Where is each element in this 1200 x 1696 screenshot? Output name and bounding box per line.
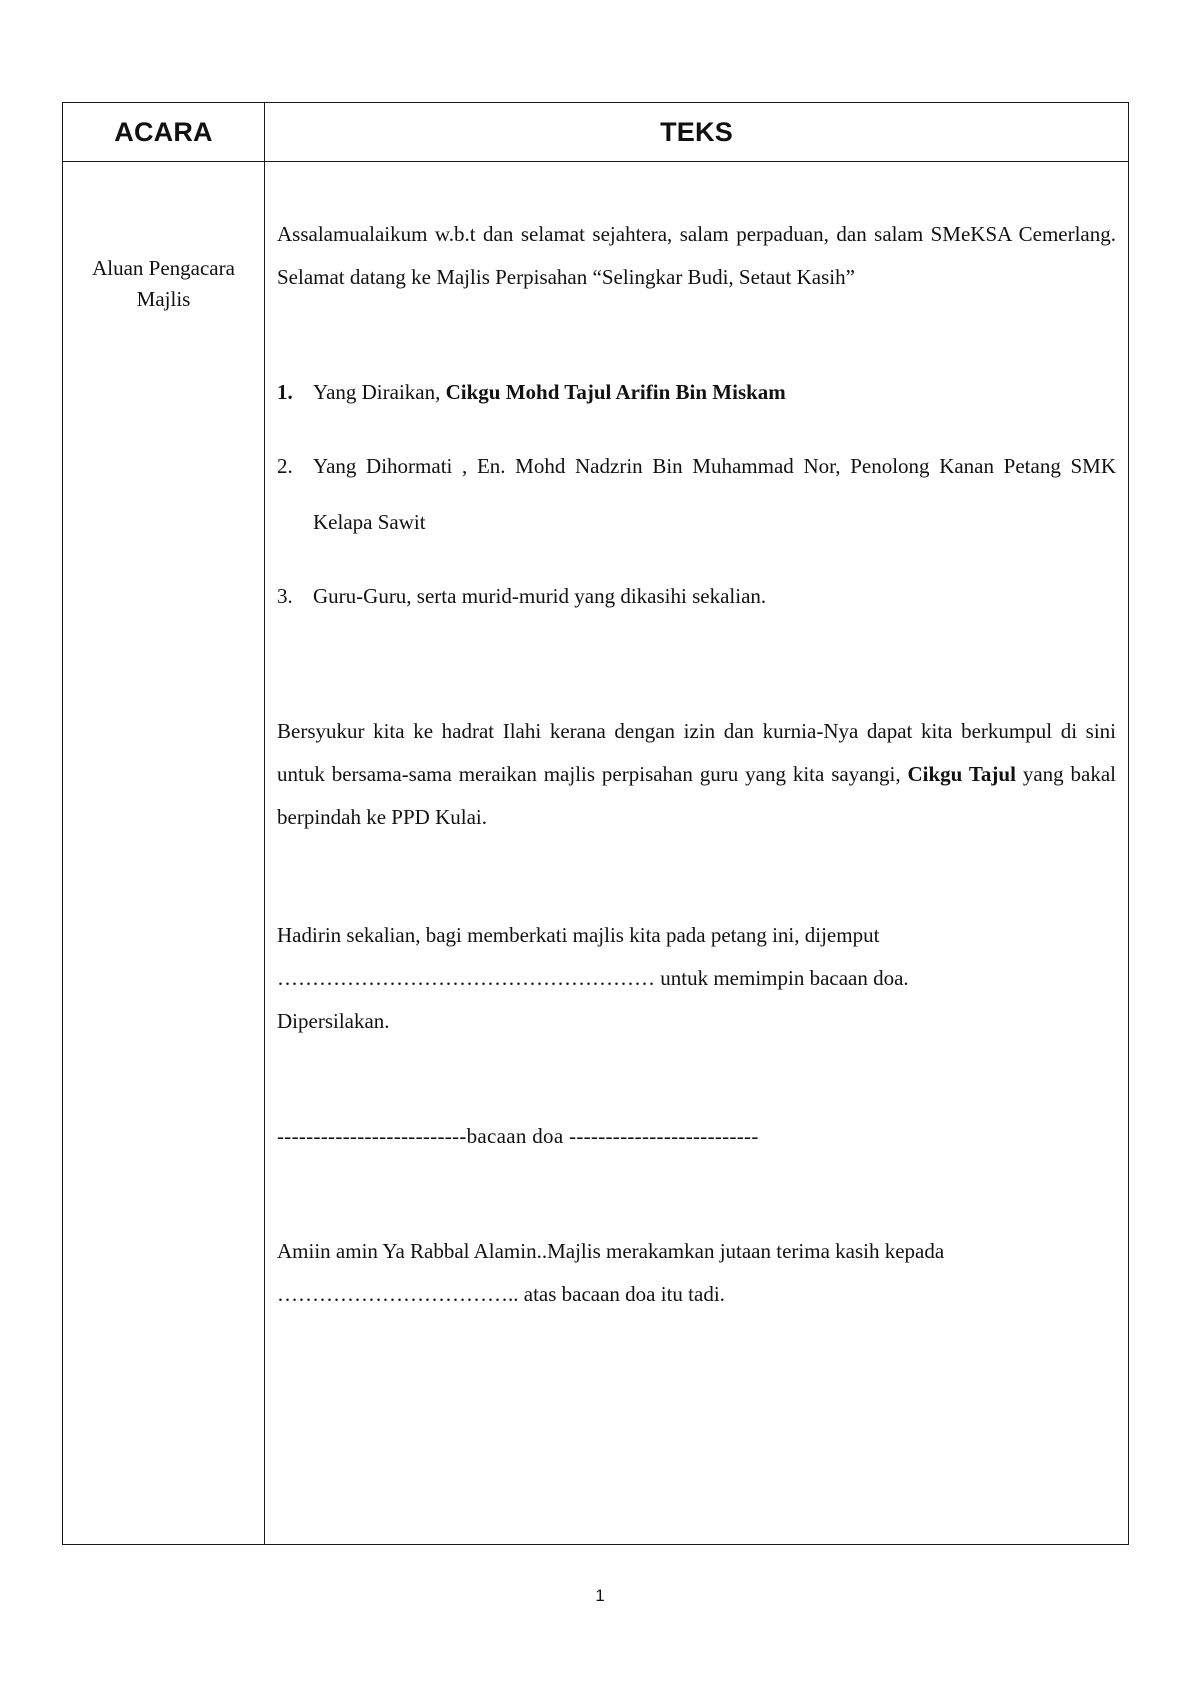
acara-cell bbox=[63, 162, 265, 1545]
thanks-line-2: …………………………….. atas bacaan doa itu tadi. bbox=[277, 1282, 725, 1306]
addressee-number: 2. bbox=[277, 454, 293, 478]
teks-content bbox=[265, 162, 1128, 1316]
gratitude-paragraph bbox=[277, 710, 1116, 839]
invite-line-1: Hadirin sekalian, bagi memberkati majlis kita pada petang ini, dijemput bbox=[277, 923, 880, 947]
header-teks: TEKS bbox=[265, 103, 1129, 162]
thanks-line-1: Amiin amin Ya Rabbal Alamin..Majlis merakamkan jutaan terima kasih kepada bbox=[277, 1239, 945, 1263]
table-row bbox=[63, 162, 1129, 1545]
teks-cell bbox=[265, 162, 1129, 1545]
addressee-text: Yang Diraikan, bbox=[313, 380, 446, 404]
table-header-row bbox=[63, 103, 1129, 162]
acara-label-line1: Aluan Pengacara bbox=[92, 256, 235, 280]
thanks-paragraph bbox=[277, 1230, 1116, 1316]
addressee-text: Yang Dihormati , En. Mohd Nadzrin Bin Muhammad Nor, Penolong Kanan Petang SMK Kelapa Sawit bbox=[313, 454, 1116, 534]
addressee-item bbox=[277, 568, 1116, 624]
invite-line-2: ……………………………………………… untuk memimpin bacaan doa. bbox=[277, 966, 909, 990]
addressee-list bbox=[277, 364, 1116, 624]
addressee-number: 3. bbox=[277, 584, 293, 608]
acara-label bbox=[63, 253, 264, 315]
opening-greeting: Assalamualaikum w.b.t dan selamat sejahtera, salam perpaduan, dan salam SMeKSA Cemerlang. Selamat datang ke Majlis Perpisahan “Selingkar Budi, Setaut Kasih” bbox=[277, 222, 1116, 289]
addressee-item bbox=[277, 438, 1116, 550]
header-acara: ACARA bbox=[63, 103, 265, 162]
acara-label-line2: Majlis bbox=[136, 287, 191, 311]
invite-line-3: Dipersilakan. bbox=[277, 1009, 390, 1033]
page-number: 1 bbox=[595, 1586, 605, 1605]
doa-divider: --------------------------bacaan doa -------------------------- bbox=[277, 1124, 759, 1148]
gratitude-text: Bersyukur kita ke hadrat Ilahi kerana dengan izin dan kurnia-Nya dapat kita berkumpul di sini untuk bersama-sama meraikan majlis perpisahan guru yang kita sayangi, bbox=[277, 719, 1116, 786]
addressee-number: 1. bbox=[277, 380, 293, 404]
addressee-bold-name: Cikgu Mohd Tajul Arifin Bin Miskam bbox=[445, 380, 786, 404]
gratitude-bold-name: Cikgu Tajul bbox=[907, 762, 1016, 786]
invite-paragraph bbox=[277, 914, 1116, 1043]
addressee-item bbox=[277, 364, 1116, 420]
program-script-table bbox=[62, 102, 1129, 1545]
addressee-text: Guru-Guru, serta murid-murid yang dikasihi sekalian. bbox=[313, 584, 767, 608]
gratitude-text-end: yang bakal berpindah ke PPD Kulai. bbox=[277, 762, 1116, 829]
